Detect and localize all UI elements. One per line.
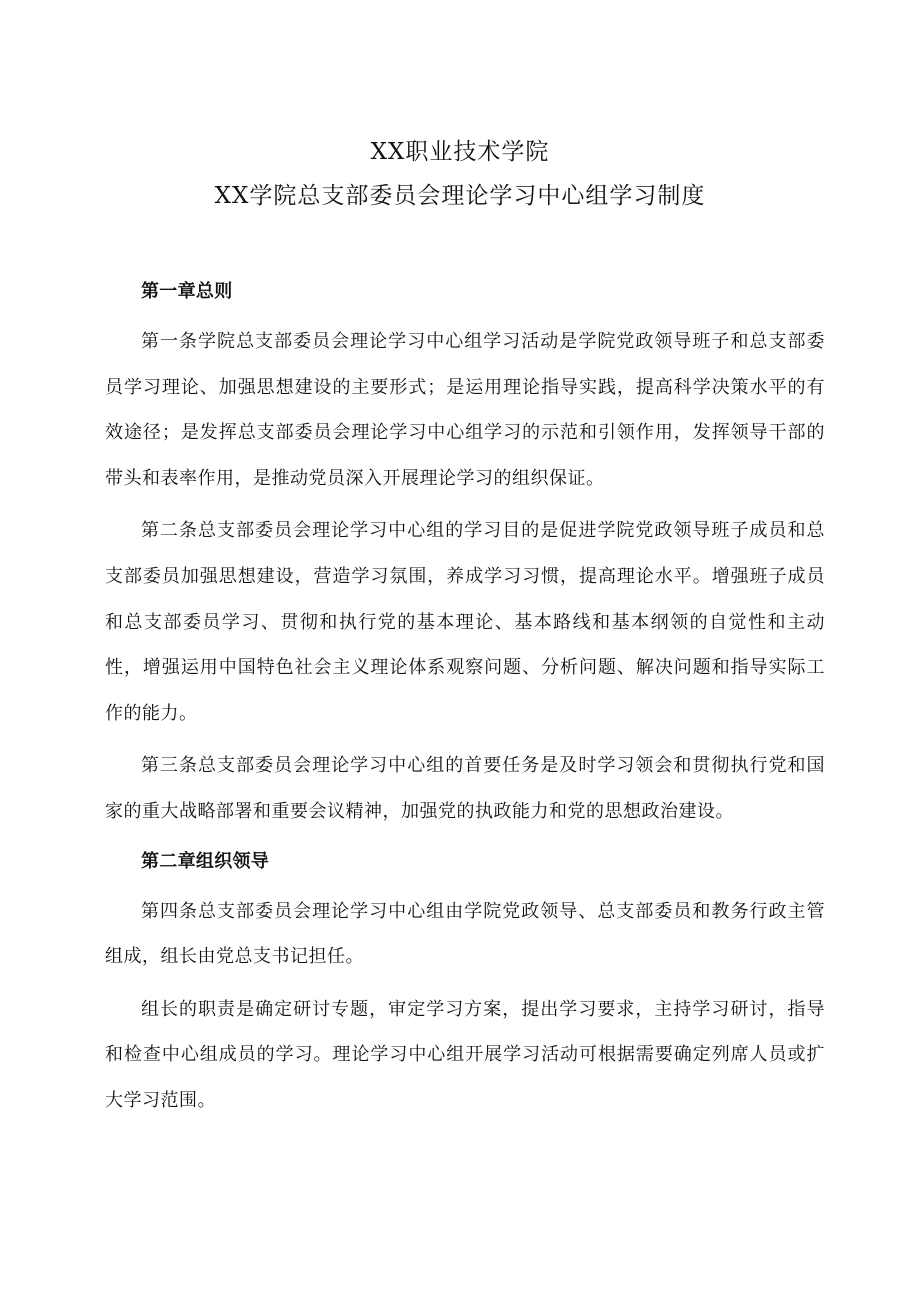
document-title-institution: XX职业技术学院 bbox=[370, 139, 550, 165]
article-1: 第一条学院总支部委员会理论学习中心组学习活动是学院党政领导班子和总支部委员学习理论、加强思想建设的主要形式；是运用理论指导实践，提高科学决策水平的有效途径；是发挥总支部委员会理论学习中心组学习的示范和引领作用，发挥领导干部的带头和表率作用，是推动党员深入开展理论学习的组织保证。 bbox=[105, 331, 825, 489]
article-4: 第四条总支部委员会理论学习中心组由学院党政领导、总支部委员和教务行政主管组成，组长由党总支书记担任。 bbox=[105, 900, 825, 968]
title-block bbox=[0, 130, 920, 218]
document-body bbox=[105, 272, 825, 1131]
leader-duties-paragraph: 组长的职责是确定研讨专题，审定学习方案，提出学习要求，主持学习研讨，指导和检查中心组成员的学习。理论学习中心组开展学习活动可根据需要确定列席人员或扩大学习范围。 bbox=[105, 998, 825, 1111]
chapter-heading-2: 第二章组织领导 bbox=[141, 850, 270, 872]
article-3: 第三条总支部委员会理论学习中心组的首要任务是及时学习领会和贯彻执行党和国家的重大战略部署和重要会议精神，加强党的执政能力和党的思想政治建设。 bbox=[105, 755, 825, 822]
chapter-heading-1: 第一章总则 bbox=[141, 281, 233, 302]
article-2: 第二条总支部委员会理论学习中心组的学习目的是促进学院党政领导班子成员和总支部委员加强思想建设，营造学习氛围，养成学习习惯，提高理论水平。增强班子成员和总支部委员学习、贯彻和执行党的基本理论、基本路线和基本纲领的自觉性和主动性，增强运用中国特色社会主义理论体系观察问题、分析问题、解决问题和指导实际工作的能力。 bbox=[105, 520, 825, 724]
document-title: XX学院总支部委员会理论学习中心组学习制度 bbox=[214, 183, 706, 209]
